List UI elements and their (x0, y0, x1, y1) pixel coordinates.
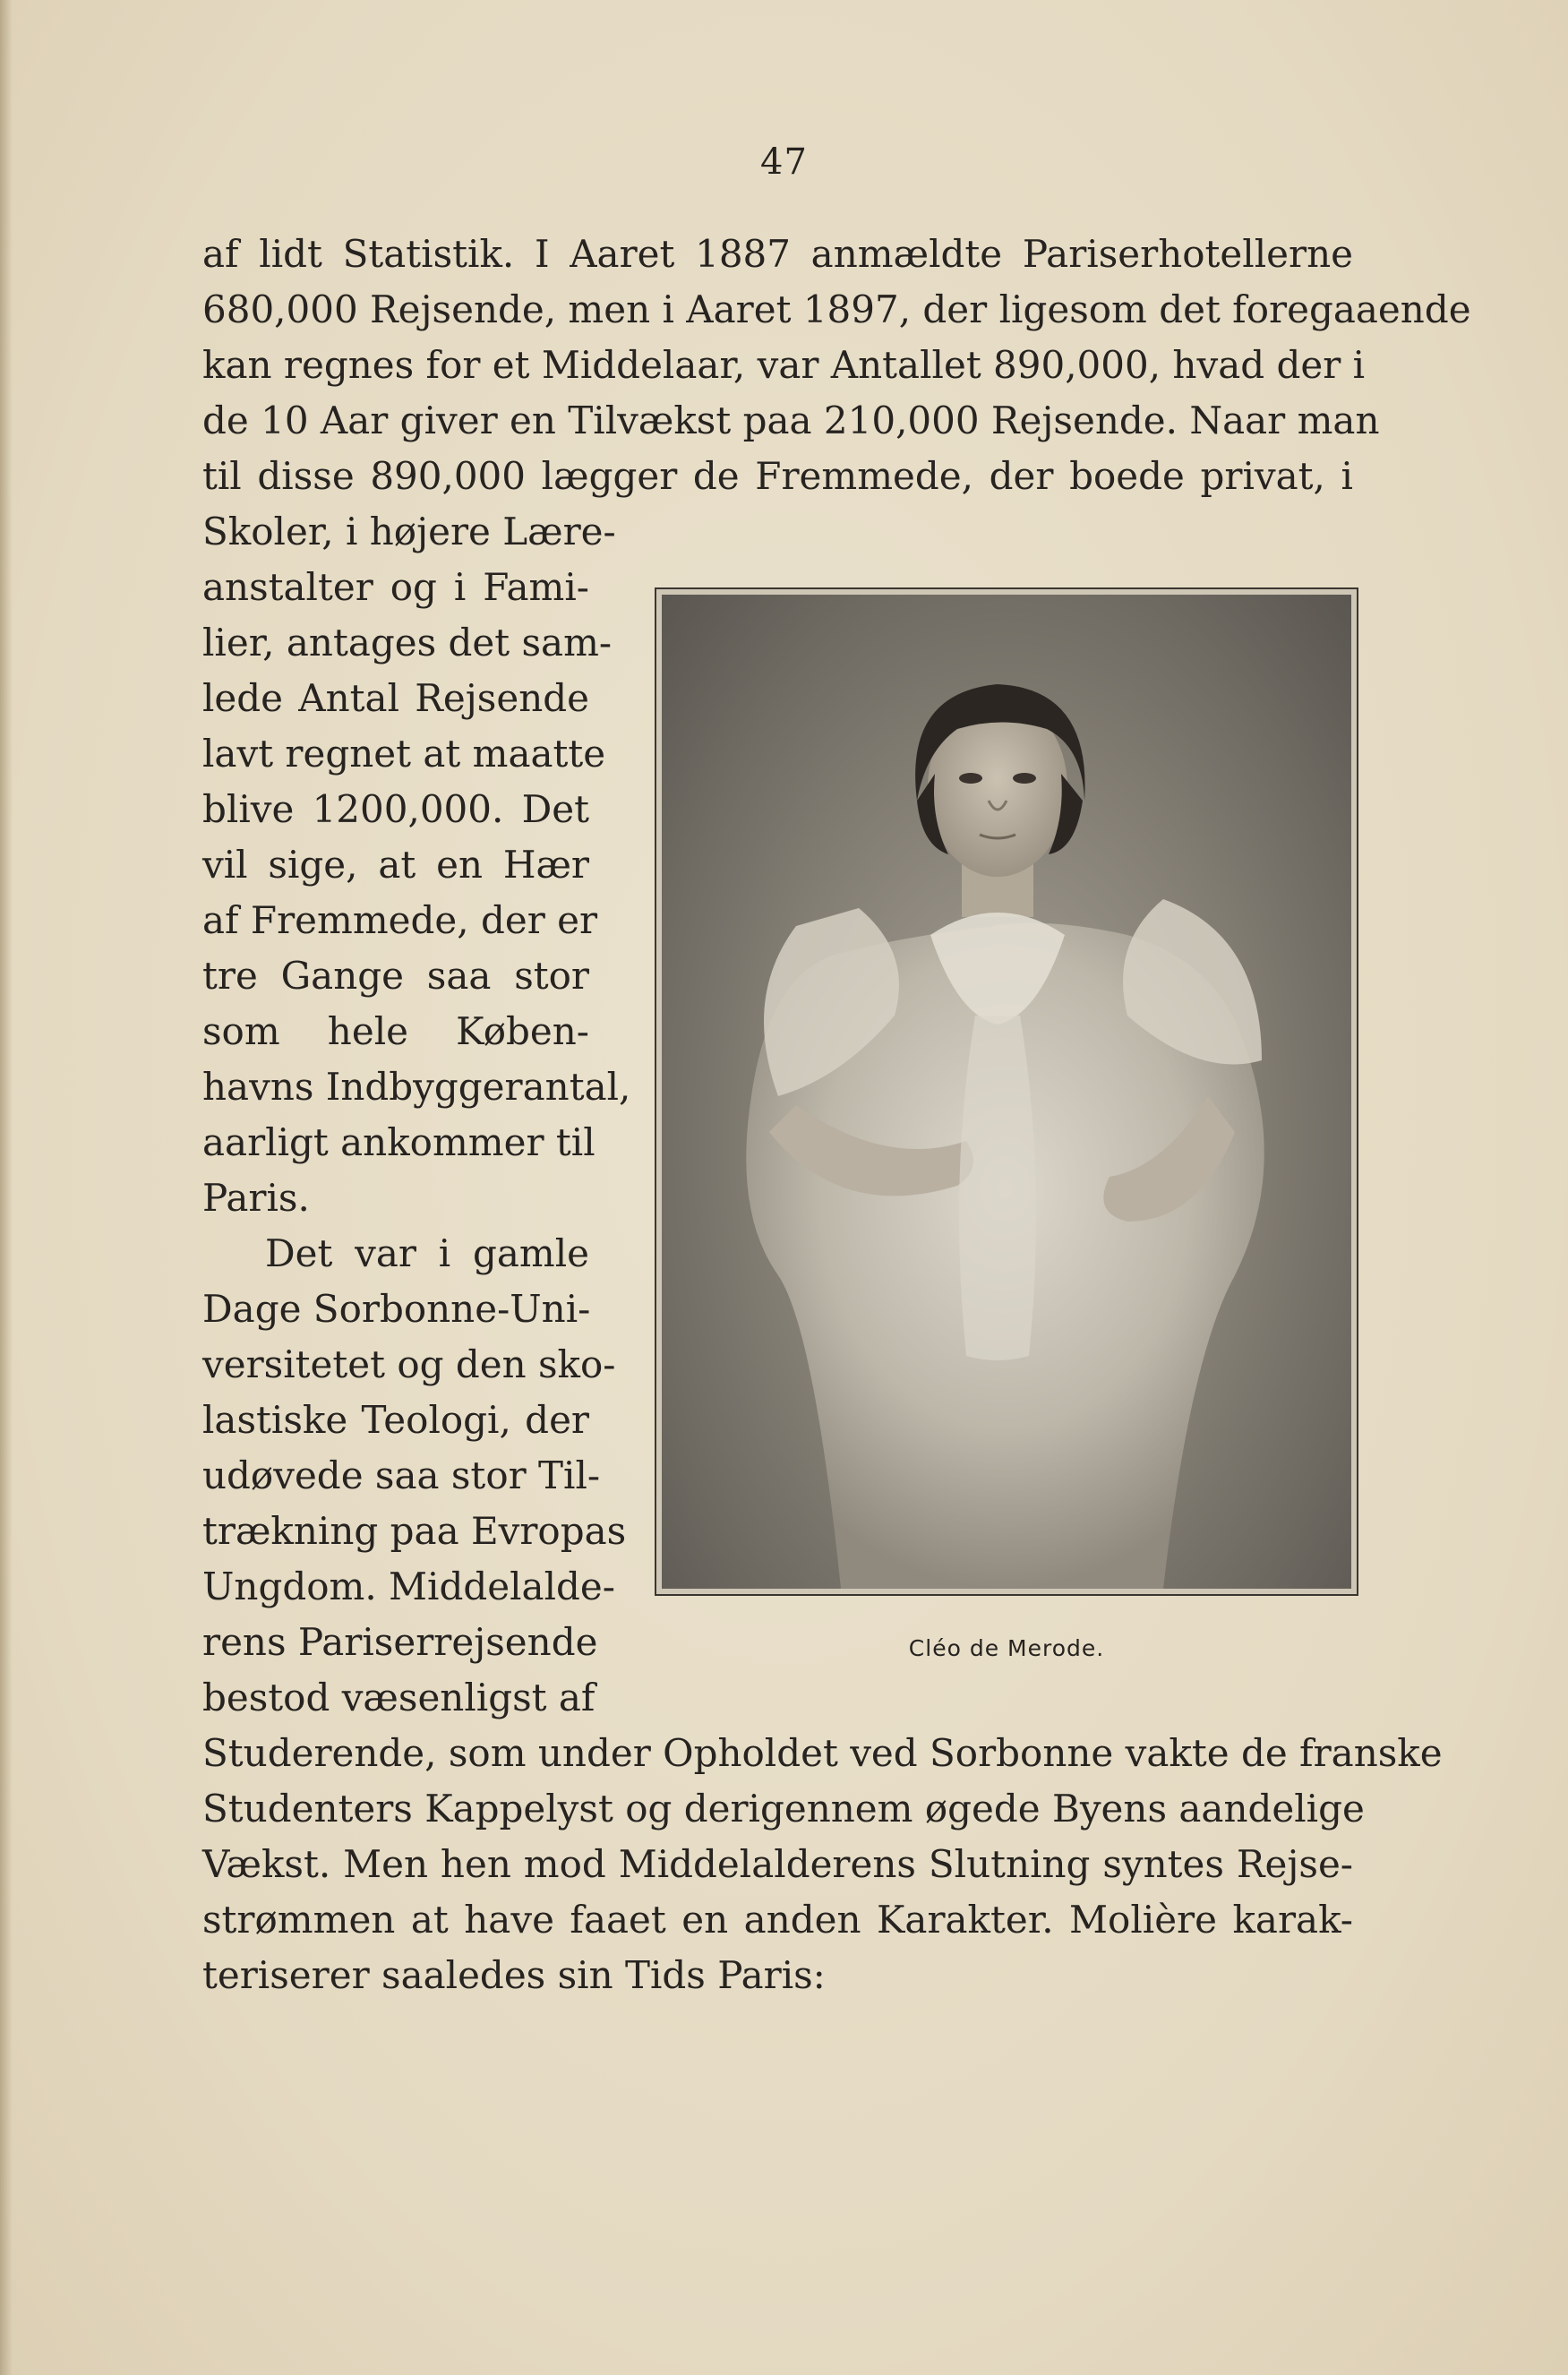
text-line: lastiske Teologi, der (202, 1398, 589, 1442)
text-line: rens Pariserrejsende (202, 1620, 598, 1664)
text-line: Vækst. Men hen mod Middelalderens Slutning syntes Rejse- (202, 1842, 1353, 1886)
text-line: bestod væsenligst af (202, 1676, 595, 1719)
figure-caption: Cléo de Merode. (908, 1635, 1105, 1661)
text-line: af Fremmede, der er (202, 898, 598, 942)
text-line: havns Indbyggerantal, (202, 1065, 631, 1109)
text-line: Paris. (202, 1176, 310, 1220)
text-line: teriserer saaledes sin Tids Paris: (202, 1953, 826, 1997)
text-line: til disse 890,000 lægger de Fremmede, der boede privat, i (202, 454, 1353, 498)
text-line: Dage Sorbonne-Uni- (202, 1287, 591, 1331)
text-line: af lidt Statistik. I Aaret 1887 anmældte Pariserhotellerne (202, 232, 1353, 276)
text-line: udøvede saa stor Til- (202, 1453, 601, 1497)
text-line: anstalter og i Fami- (202, 565, 589, 609)
text-line: tre Gange saa stor (202, 954, 589, 998)
portrait-photo-icon (662, 595, 1351, 1589)
text-line: som hele Køben- (202, 1009, 589, 1053)
text-line: strømmen at have faaet en anden Karakter. Molière karak- (202, 1898, 1353, 1942)
text-line: Studenters Kappelyst og derigennem øgede Byens aandelige (202, 1787, 1365, 1831)
portrait-illustration (662, 595, 1351, 1589)
text-line: Skoler, i højere Lære- (202, 510, 616, 553)
text-line: kan regnes for et Middelaar, var Antallet 890,000, hvad der i (202, 343, 1366, 387)
page-number: 47 (760, 141, 808, 183)
portrait-figure (655, 587, 1358, 1596)
text-line: blive 1200,000. Det (202, 787, 589, 831)
text-line: lavt regnet at maatte (202, 732, 606, 776)
text-line: Studerende, som under Opholdet ved Sorbonne vakte de franske (202, 1731, 1443, 1775)
text-line: vil sige, at en Hær (202, 843, 589, 887)
text-line: Det var i gamle (265, 1231, 589, 1275)
text-line: de 10 Aar giver en Tilvækst paa 210,000 Rejsende. Naar man (202, 399, 1380, 442)
text-line: Ungdom. Middelalde- (202, 1565, 615, 1608)
text-line: lier, antages det sam- (202, 621, 613, 664)
text-line: aarligt ankommer til (202, 1120, 595, 1164)
text-line: 680,000 Rejsende, men i Aaret 1897, der ligesom det foregaaende (202, 287, 1471, 331)
text-line: lede Antal Rejsende (202, 676, 589, 720)
text-line: versitetet og den sko- (202, 1342, 616, 1386)
text-line: trækning paa Evropas (202, 1509, 627, 1553)
